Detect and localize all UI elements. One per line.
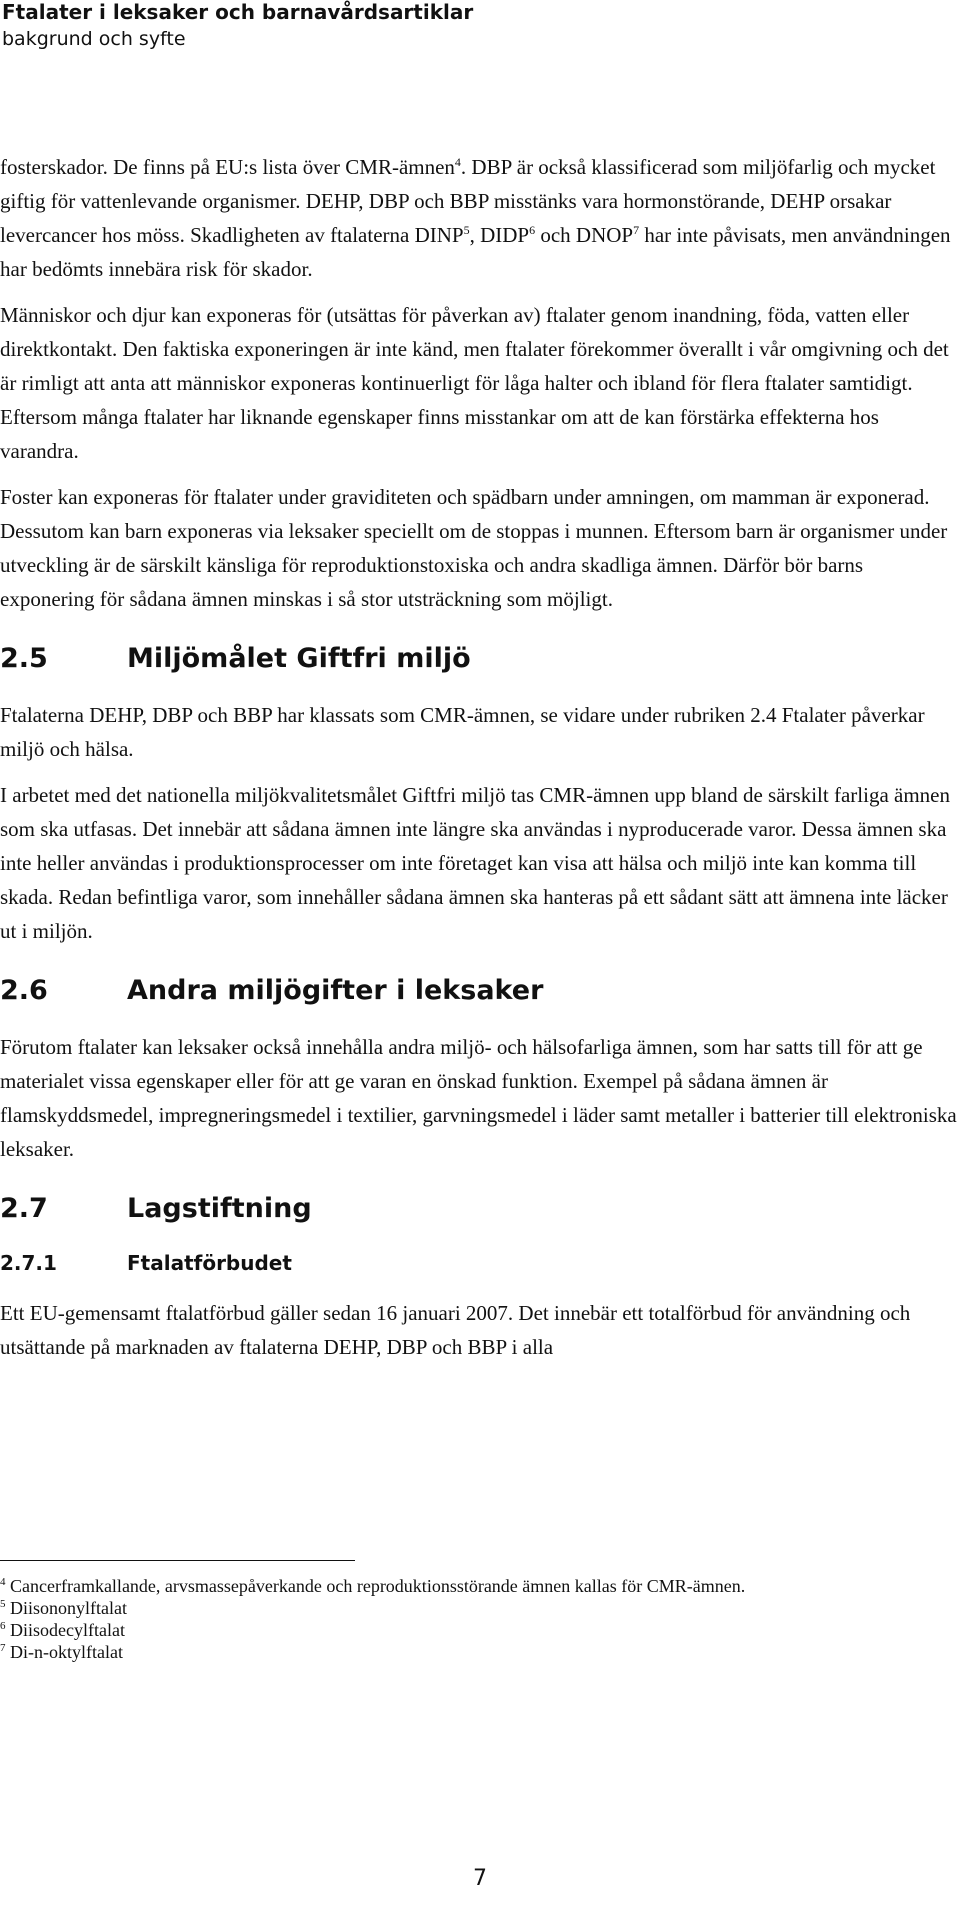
- footnote: $^4$ Cancerframkallande, arvsmassepåverkande och reproduktionsstörande ämnen kallas för CMR-ämnen.: [0, 1576, 746, 1596]
- section-title: Ftalatförbudet: [127, 1251, 292, 1275]
- footnote: $^7$ Di-n-oktylftalat: [0, 1642, 123, 1662]
- section-number: 2.7: [0, 1193, 48, 1224]
- paragraph: I arbetet med det nationella miljökvalitetsmålet Giftfri miljö tas CMR-ämnen upp bland de särskilt farliga ämnen som ska utfasas. Det innebär att sådana ämnen inte längre ska användas i nyproducerade varor. Dessa ämnen ska inte heller användas i produktionsprocesser om inte företaget kan visa att hälsa och miljö inte kan komma till skada. Redan befintliga varor, som innehåller sådana ämnen ska hanteras på ett sådant sätt att ämnena inte läcker ut i miljön.: [0, 783, 950, 943]
- subsection-heading-2-7-1: [0, 1248, 960, 1278]
- footnote: $^6$ Diisodecylftalat: [0, 1620, 125, 1640]
- footnote-ref[interactable]: 6: [529, 223, 536, 237]
- body-text: [0, 150, 960, 1376]
- paragraph: Ftalaterna DEHP, DBP och BBP har klassats som CMR-ämnen, se vidare under rubriken 2.4 Ftalater påverkar miljö och hälsa.: [0, 703, 925, 761]
- section-heading-2-5: [0, 642, 960, 676]
- paragraph: fosterskador. De finns på EU:s lista över CMR-ämnen$^4$. DBP är också klassificerad som miljöfarlig och mycket giftig för vattenlevande organismer. DEHP, DBP och BBP misstänks vara hormonstörande, DEHP orsakar levercancer hos möss. Skadligheten av ftalaterna DINP$^5$, DIDP$^6$ och DNOP$^7$ har inte påvisats, men användningen har bedömts innebära risk för skador.: [0, 155, 951, 281]
- footnote-ref[interactable]: 4: [454, 155, 461, 169]
- section-heading-2-7: [0, 1192, 960, 1226]
- section-number: 2.7.1: [0, 1251, 57, 1275]
- footnote: $^5$ Diisononylftalat: [0, 1598, 127, 1618]
- paragraph: Foster kan exponeras för ftalater under graviditeten och spädbarn under amningen, om mamman är exponerad. Dessutom kan barn exponeras via leksaker speciellt om de stoppas i munnen. Eftersom barn är organismer under utveckling är de särskilt känsliga för reproduktionstoxiska och andra skadliga ämnen. Därför bör barns exponering för sådana ämnen minskas i så stor utsträckning som möjligt.: [0, 485, 948, 611]
- section-number: 2.6: [0, 975, 48, 1006]
- paragraph: Förutom ftalater kan leksaker också innehålla andra miljö- och hälsofarliga ämnen, som har satts till för att ge materialet vissa egenskaper eller för att ge varan en önskad funktion. Exempel på sådana ämnen är flamskyddsmedel, impregneringsmedel i textilier, garvningsmedel i läder samt metaller i batterier till elektroniska leksaker.: [0, 1035, 957, 1161]
- footnote-ref[interactable]: 7: [633, 223, 640, 237]
- paragraph: Människor och djur kan exponeras för (utsättas för påverkan av) ftalater genom inandning, föda, vatten eller direktkontakt. Den faktiska exponeringen är inte känd, men ftalater förekommer överallt i vår omgivning och det är rimligt att anta att människor exponeras kontinuerligt för låga halter och ibland för flera ftalater samtidigt. Eftersom många ftalater har liknande egenskaper finns misstankar om att de kan förstärka effekterna hos varandra.: [0, 303, 949, 463]
- page-number: 7: [473, 1866, 487, 1891]
- section-heading-2-6: [0, 974, 960, 1008]
- footnote-ref[interactable]: 5: [463, 223, 470, 237]
- header-title: Ftalater i leksaker och barnavårdsartiklar: [2, 0, 474, 24]
- footnotes: [0, 1560, 960, 1663]
- section-number: 2.5: [0, 643, 48, 674]
- footnote-separator: [0, 1560, 355, 1561]
- paragraph: Ett EU-gemensamt ftalatförbud gäller sedan 16 januari 2007. Det innebär ett totalförbud för användning och utsättande på marknaden av ftalaterna DEHP, DBP och BBP i alla: [0, 1301, 911, 1359]
- section-title: Miljömålet Giftfri miljö: [127, 643, 471, 674]
- section-title: Lagstiftning: [127, 1193, 312, 1224]
- section-title: Andra miljögifter i leksaker: [127, 975, 544, 1006]
- header-subtitle: bakgrund och syfte: [2, 28, 186, 50]
